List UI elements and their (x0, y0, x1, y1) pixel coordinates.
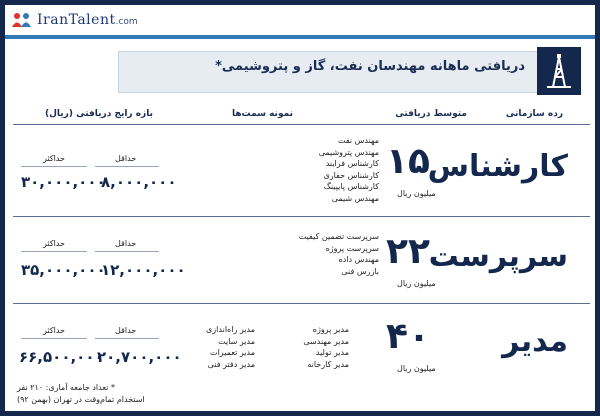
rank-label: کارشناس (427, 149, 568, 184)
position-item: کارشناس حفاری (323, 170, 379, 180)
avg-salary-value: ۴۰ (386, 316, 430, 357)
avg-salary-unit: میلیون ریال (397, 364, 436, 373)
min-label: حداقل (115, 239, 137, 248)
max-label: حداکثر (43, 326, 66, 335)
header-range: بازه رایج دریافتی (ریال) (45, 109, 153, 119)
logo-wordmark: IranTalent.com (37, 12, 138, 28)
range-divider-min (95, 338, 159, 339)
position-item: کارشناس پایپینگ (323, 182, 379, 191)
min-label: حداقل (115, 326, 137, 335)
rank-label: سرپرست (428, 239, 568, 274)
max-label: حداکثر (43, 239, 66, 248)
position-item: کارشناس فرایند (325, 159, 379, 168)
position-item: مدیر پروژه (312, 325, 349, 334)
header-positions: نمونه سمت‌ها (231, 109, 293, 119)
position-item: مدیر دفتر فنی (207, 359, 255, 369)
rank-label: مدیر (502, 324, 568, 359)
position-item: سرپرست پروژه (325, 243, 379, 253)
logo-suffix: .com (115, 17, 138, 27)
header-avg: متوسط دریافتی (395, 109, 467, 119)
position-item: بازرس فنی (341, 266, 379, 276)
min-salary: ۱۲,۰۰۰,۰۰۰ (101, 261, 186, 279)
table-row-manager (13, 304, 590, 380)
max-salary: ۳۵,۰۰۰,۰۰۰ (21, 261, 106, 279)
max-salary: ۶۶,۵۰۰,۰۰۰ (19, 348, 104, 366)
oil-rig-badge (537, 47, 581, 95)
column-headers (13, 109, 585, 125)
irantalent-logo (11, 9, 138, 31)
min-salary: ۸,۰۰۰,۰۰۰ (101, 173, 177, 191)
avg-salary-value: ۲۲ (386, 231, 430, 272)
header-rank: رده سازمانی (505, 109, 563, 119)
positions-list (259, 231, 379, 277)
table-row-expert (13, 125, 590, 215)
range-divider-min (95, 251, 159, 252)
table-row-supervisor (13, 217, 590, 303)
range-divider-max (21, 166, 87, 167)
positions-list-primary (269, 324, 349, 370)
position-item: مدیر راه‌اندازی (206, 325, 255, 334)
top-bar (5, 5, 595, 35)
max-salary: ۳۰,۰۰۰,۰۰۰ (21, 173, 106, 191)
range-divider-max (21, 338, 87, 339)
position-item: سرپرست تضمین کیفیت (298, 232, 379, 241)
avg-salary-value: ۱۵ (386, 141, 430, 182)
position-item: مدیر سایت (218, 336, 255, 346)
range-divider-min (95, 166, 159, 167)
position-item: مدیر تولید (315, 348, 349, 357)
footnote (17, 382, 347, 406)
max-label: حداکثر (43, 154, 66, 163)
position-item: مدیر مهندسی (303, 336, 349, 346)
position-item: مهندس نفت (337, 136, 379, 145)
position-item: مهندس داده (338, 255, 379, 264)
min-label: حداقل (115, 154, 137, 163)
avg-salary-unit: میلیون ریال (397, 279, 436, 288)
oil-rig-icon (543, 53, 575, 89)
title-header (13, 45, 585, 95)
top-accent-line (5, 35, 595, 39)
positions-list-secondary (175, 324, 255, 370)
infographic-title: دریافتی ماهانه مهندسان نفت، گاز و پتروشیمی* (215, 59, 525, 74)
position-item: مهندس پتروشیمی (318, 147, 379, 157)
position-item: مدیر کارخانه (307, 359, 349, 369)
footnote-sample-size: * تعداد جامعه آماری: ۲۱۰ نفر (17, 383, 115, 392)
range-divider-max (21, 251, 87, 252)
avg-salary-unit: میلیون ریال (397, 189, 436, 198)
positions-list (279, 135, 379, 204)
position-item: مهندس شیمی (331, 193, 379, 203)
people-logo-icon (11, 11, 33, 29)
footnote-scope: استخدام تمام‌وقت در تهران (بهمن ۹۲) (17, 395, 145, 404)
min-salary: ۲۰,۷۰۰,۰۰۰ (97, 348, 182, 366)
position-item: مدیر تعمیرات (210, 348, 255, 357)
